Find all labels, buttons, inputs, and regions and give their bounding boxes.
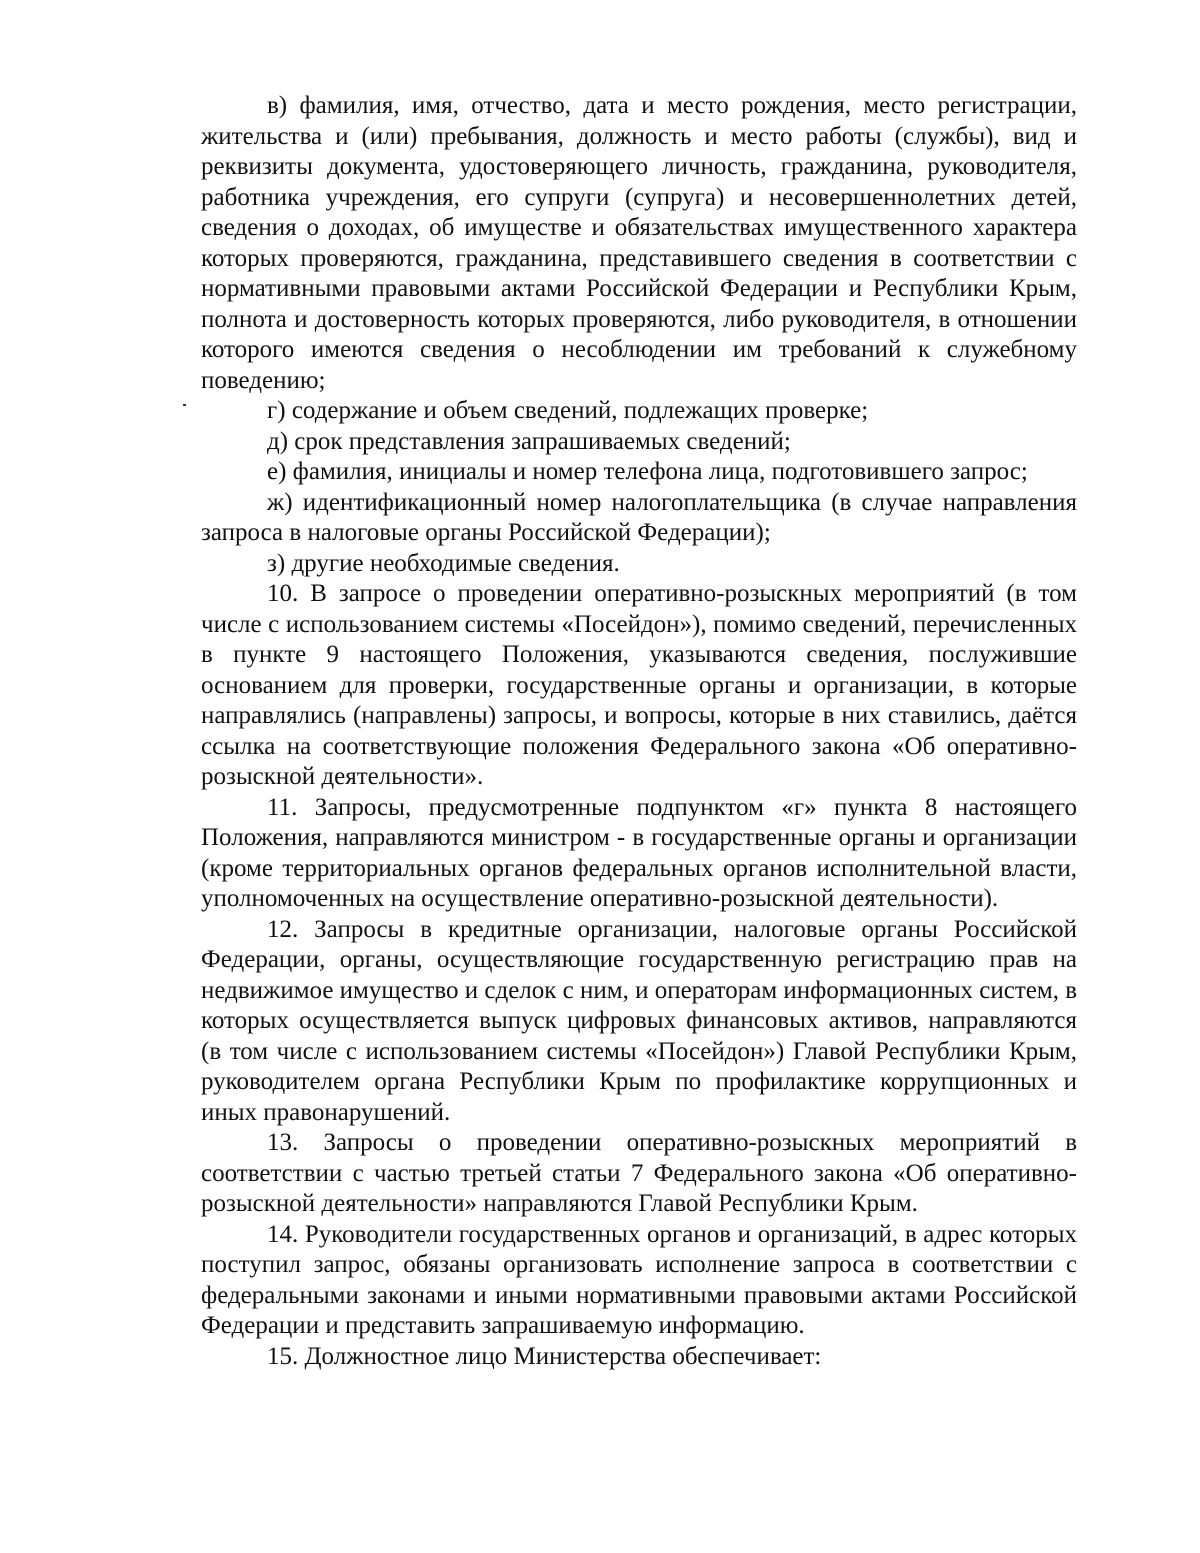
paragraph-item-g: г) содержание и объем сведений, подлежащих проверке;: [267, 397, 869, 424]
scan-speck: [183, 404, 186, 406]
paragraph-item-v: в) фамилия, имя, отчество, дата и место рождения, место регистрации, жительства и (или) пребывания, должность и место работы (службы), вид и реквизиты документа, удостоверяющего личность, гражданина, руководителя, работника учреждения, его супруги (супруга) и несовершеннолетних детей, сведения о доходах, об имуществе и обязательствах имущественного характера которых проверяются, гражданина, представившего сведения в соответствии с нормативными правовыми актами Российской Федерации и Республики Крым, полнота и достоверность которых проверяются, либо руководителя, в отношении которого имеются сведения о несоблюдении им требований к служебному поведению;: [201, 92, 1077, 394]
paragraph-14: 14. Руководители государственных органов и организаций, в адрес которых поступил запрос, обязаны организовать исполнение запроса в соответствии с федеральными законами и иными нормативными правовыми актами Российской Федерации и представить запрашиваемую информацию.: [201, 1220, 1077, 1339]
paragraph-12: 12. Запросы в кредитные организации, налоговые органы Российской Федерации, органы, осуществляющие государственную регистрацию прав на недвижимое имущество и сделок с ним, и операторам информационных систем, в которых осуществляется выпуск цифровых финансовых активов, направляются (в том числе с использованием системы «Посейдон») Главой Республики Крым, руководителем органа Республики Крым по профилактике коррупционных и иных правонарушений.: [201, 915, 1078, 1126]
paragraph-item-zh: ж) идентификационный номер налогоплательщика (в случае направления запроса в налоговые органы Российской Федерации);: [201, 488, 1077, 546]
paragraph-11: 11. Запросы, предусмотренные подпунктом «г» пункта 8 настоящего Положения, направляются министром - в государственные органы и организации (кроме территориальных органов федеральных органов исполнительной власти, уполномоченных на осуществление оперативно-розыскной деятельности).: [201, 793, 1077, 912]
document-body: [201, 91, 1077, 1372]
paragraph-item-e: е) фамилия, инициалы и номер телефона лица, подготовившего запрос;: [267, 458, 1028, 485]
paragraph-item-z: з) другие необходимые сведения.: [267, 549, 620, 577]
paragraph-10: 10. В запросе о проведении оперативно-розыскных мероприятий (в том числе с использованием системы «Посейдон»), помимо сведений, перечисленных в пункте 9 настоящего Положения, указываются сведения, послужившие основанием для проверки, государственные органы и организации, в которые направлялись (направлены) запросы, и вопросы, которые в них ставились, даётся ссылка на соответствующие положения Федерального закона «Об оперативно-розыскной деятельности».: [201, 580, 1077, 790]
paragraph-item-d: д) срок представления запрашиваемых сведений;: [267, 427, 791, 455]
paragraph-13: 13. Запросы о проведении оперативно-розыскных мероприятий в соответствии с частью третьей статьи 7 Федерального закона «Об оперативно-розыскной деятельности» направляются Главой Республики Крым.: [201, 1129, 1077, 1217]
paragraph-15: 15. Должностное лицо Министерства обеспечивает:: [267, 1342, 822, 1370]
